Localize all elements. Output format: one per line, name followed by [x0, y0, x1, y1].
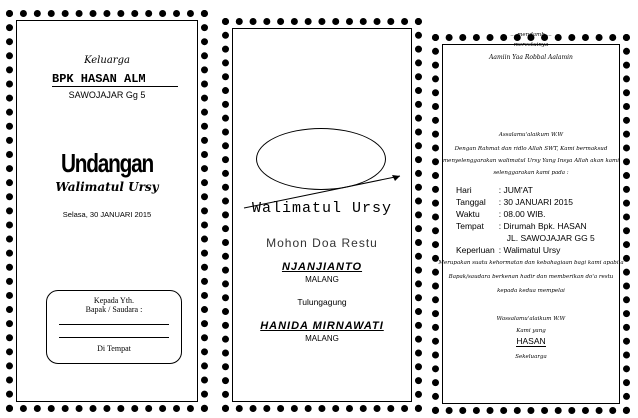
bride-name: HANIDA MIRNAWATI: [260, 320, 384, 332]
family-label: Keluarga: [84, 55, 130, 66]
bride-city: MALANG: [305, 334, 339, 343]
detail-value: : 30 JANUARI 2015: [498, 197, 573, 207]
detail-row: [454, 208, 597, 220]
and-label: Tulungagung: [297, 297, 347, 307]
detail-value: : 08.00 WIB.: [498, 209, 546, 219]
blessing-text: Mohon Doa Restu: [266, 236, 378, 250]
middle-panel: [222, 18, 422, 412]
closing-line-1: Merupakan suatu kehormatan dan kebahagiaan bagi kami apabila: [438, 260, 624, 266]
detail-label: [454, 232, 497, 244]
recipient-line-2: [59, 337, 169, 338]
event-title: Walimatul Ursy: [251, 200, 393, 217]
detail-row: [454, 196, 597, 208]
intro-line-2: menyelenggarakan walimatul Ursy Yang Insya Allah akan kami: [442, 158, 620, 164]
host-name: HASAN: [516, 336, 546, 346]
recipient-line-1: [59, 324, 169, 325]
cover-panel: [6, 10, 208, 412]
intro-line-3: selenggarakan kami pada :: [493, 170, 569, 176]
family-address: SAWOJAJAR Gg 5: [68, 90, 146, 100]
detail-row: [454, 184, 597, 196]
host-name-wrap: [432, 336, 630, 346]
detail-label: Waktu: [456, 209, 480, 219]
salam-close: Wassalamu'alaikum W.W: [496, 316, 566, 322]
recipient-place: Di Tempat: [97, 344, 131, 353]
family-name: BPK HASAN ALM: [52, 72, 178, 87]
groom-city: MALANG: [305, 275, 339, 284]
sekeluarga: Sekeluarga: [515, 354, 547, 360]
detail-value: : JUM'AT: [498, 185, 533, 195]
detail-label: Tempat: [456, 221, 484, 231]
detail-row: [454, 244, 597, 256]
closing-line-2: Bapak/saudara berkenan hadir dan memberikan do'a restu: [448, 274, 614, 280]
details-table: [454, 184, 597, 256]
detail-label: Tanggal: [456, 197, 486, 207]
groom-name: NJANJIANTO: [281, 261, 363, 273]
recipient-name-label: Bapak / Saudara :: [85, 305, 143, 314]
kami-yang: Kami yang: [516, 328, 546, 334]
detail-row: [454, 220, 597, 232]
inside-panel: [432, 34, 630, 414]
invitation-subtitle: Walimatul Ursy: [55, 180, 159, 194]
recipient-box: [46, 290, 182, 364]
detail-row: [454, 232, 597, 244]
detail-value: : Walimatul Ursy: [498, 245, 561, 255]
cover-date: Selasa, 30 JANUARI 2015: [62, 210, 152, 219]
detail-value: JL. SAWOJAJAR GG 5: [506, 233, 595, 243]
closing-line-3: kepada kedua mempelai: [497, 288, 565, 294]
detail-label: Keperluan: [456, 245, 495, 255]
top-line-1: ... mendamb ...: [510, 32, 552, 38]
arrow-ornament: [222, 168, 422, 228]
detail-label: Hari: [456, 185, 472, 195]
recipient-to: Kepada Yth.: [93, 296, 135, 305]
top-line-2: merestuinya: [513, 42, 549, 48]
detail-value: : Dirumah Bpk. HASAN: [498, 221, 587, 231]
amin-text: Aamiin Yaa Robbal Aalamin: [489, 54, 573, 61]
salam-text: Assalamu'alaikum W.W: [498, 132, 564, 138]
invitation-title: Undangan: [60, 148, 154, 178]
intro-line-1: Dengan Rahmat dan ridlo Allah SWT, Kami bermaksud: [454, 146, 608, 152]
